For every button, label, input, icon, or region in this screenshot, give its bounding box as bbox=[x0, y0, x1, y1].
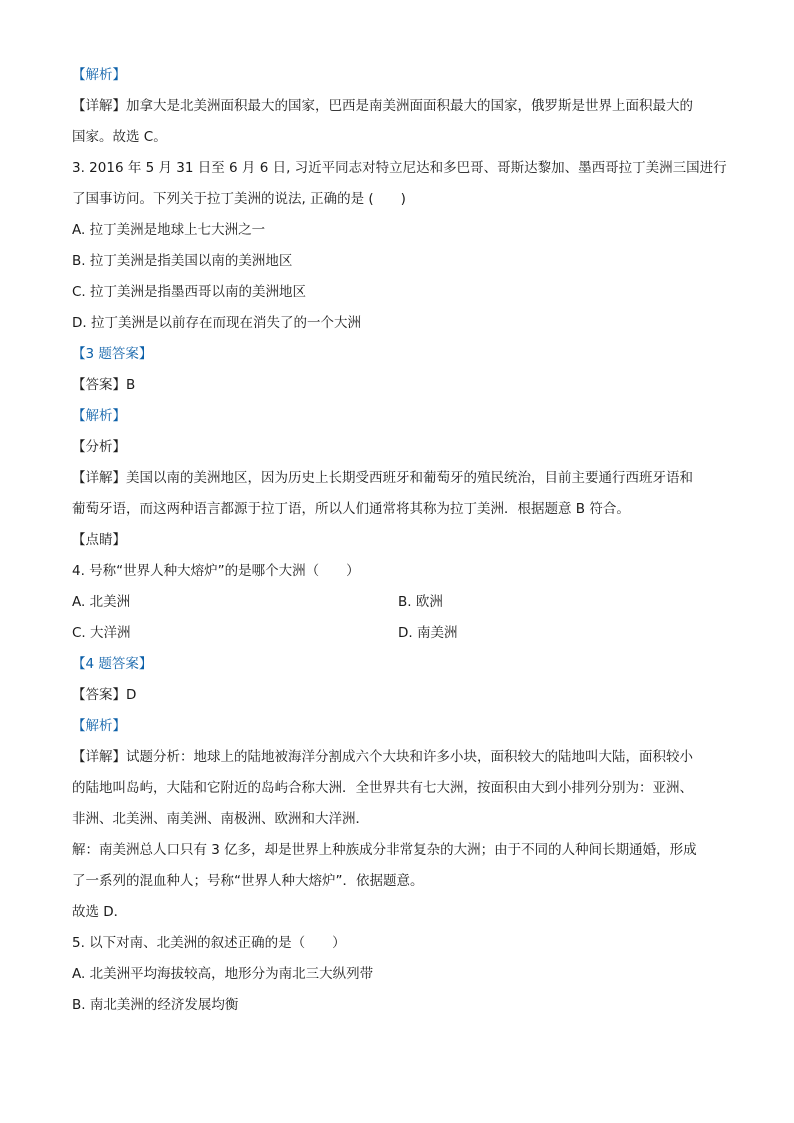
option-b: B. 欧洲 bbox=[398, 594, 443, 610]
section-answer-header: 【4 题答案】 bbox=[72, 656, 153, 672]
section-analysis: 【解析】 bbox=[72, 718, 126, 734]
explanation-text: 【详解】美国以南的美洲地区，因为历史上长期受西班牙和葡萄牙的殖民统治，目前主要通行西班牙语和 bbox=[72, 470, 693, 486]
explanation-text: 非洲、北美洲、南美洲、南极洲、欧洲和大洋洲． bbox=[72, 811, 369, 827]
option-b: B. 南北美洲的经济发展均衡 bbox=[72, 997, 239, 1013]
solution-text: 了一系列的混血种人；号称“世界人种大熔炉”．依据题意。 bbox=[72, 873, 424, 889]
solution-text: 解：南美洲总人口只有 3 亿多，却是世界上种族成分非常复杂的大洲；由于不同的人种间长期通婚，形成 bbox=[72, 842, 697, 858]
explanation-text: 葡萄牙语，而这两种语言都源于拉丁语，所以人们通常将其称为拉丁美洲．根据题意 B 符合。 bbox=[72, 501, 630, 517]
option-d: D. 南美洲 bbox=[398, 625, 458, 641]
explanation-text: 国家。故选 C。 bbox=[72, 129, 167, 145]
section-breakdown: 【分析】 bbox=[72, 439, 126, 455]
question-text: 4. 号称“世界人种大熔炉”的是哪个大洲（ ） bbox=[72, 563, 360, 579]
explanation-text: 的陆地叫岛屿，大陆和它附近的岛屿合称大洲．全世界共有七大洲，按面积由大到小排列分别为：亚洲、 bbox=[72, 780, 693, 796]
section-answer-header: 【3 题答案】 bbox=[72, 346, 153, 362]
explanation-text: 【详解】试题分析：地球上的陆地被海洋分割成六个大块和许多小块，面积较大的陆地叫大陆，面积较小 bbox=[72, 749, 693, 765]
question-text: 3. 2016 年 5 月 31 日至 6 月 6 日, 习近平同志对特立尼达和多巴哥、哥斯达黎加、墨西哥拉丁美洲三国进行 bbox=[72, 160, 727, 176]
section-analysis: 【解析】 bbox=[72, 67, 126, 83]
answer-text: 【答案】D bbox=[72, 687, 137, 703]
section-comment: 【点睛】 bbox=[72, 532, 126, 548]
option-d: D. 拉丁美洲是以前存在而现在消失了的一个大洲 bbox=[72, 315, 361, 331]
option-a: A. 拉丁美洲是地球上七大洲之一 bbox=[72, 222, 266, 238]
question-text: 了国事访问。下列关于拉丁美洲的说法, 正确的是 ( ) bbox=[72, 191, 406, 207]
option-c: C. 大洋洲 bbox=[72, 625, 131, 641]
explanation-text: 【详解】加拿大是北美洲面积最大的国家，巴西是南美洲面面积最大的国家，俄罗斯是世界上面积最大的 bbox=[72, 98, 693, 114]
section-analysis: 【解析】 bbox=[72, 408, 126, 424]
question-text: 5. 以下对南、北美洲的叙述正确的是（ ） bbox=[72, 935, 346, 951]
answer-text: 【答案】B bbox=[72, 377, 136, 393]
option-a: A. 北美洲平均海拔较高，地形分为南北三大纵列带 bbox=[72, 966, 374, 982]
option-a: A. 北美洲 bbox=[72, 594, 131, 610]
option-c: C. 拉丁美洲是指墨西哥以南的美洲地区 bbox=[72, 284, 307, 300]
solution-choice: 故选 D． bbox=[72, 904, 128, 920]
option-b: B. 拉丁美洲是指美国以南的美洲地区 bbox=[72, 253, 293, 269]
